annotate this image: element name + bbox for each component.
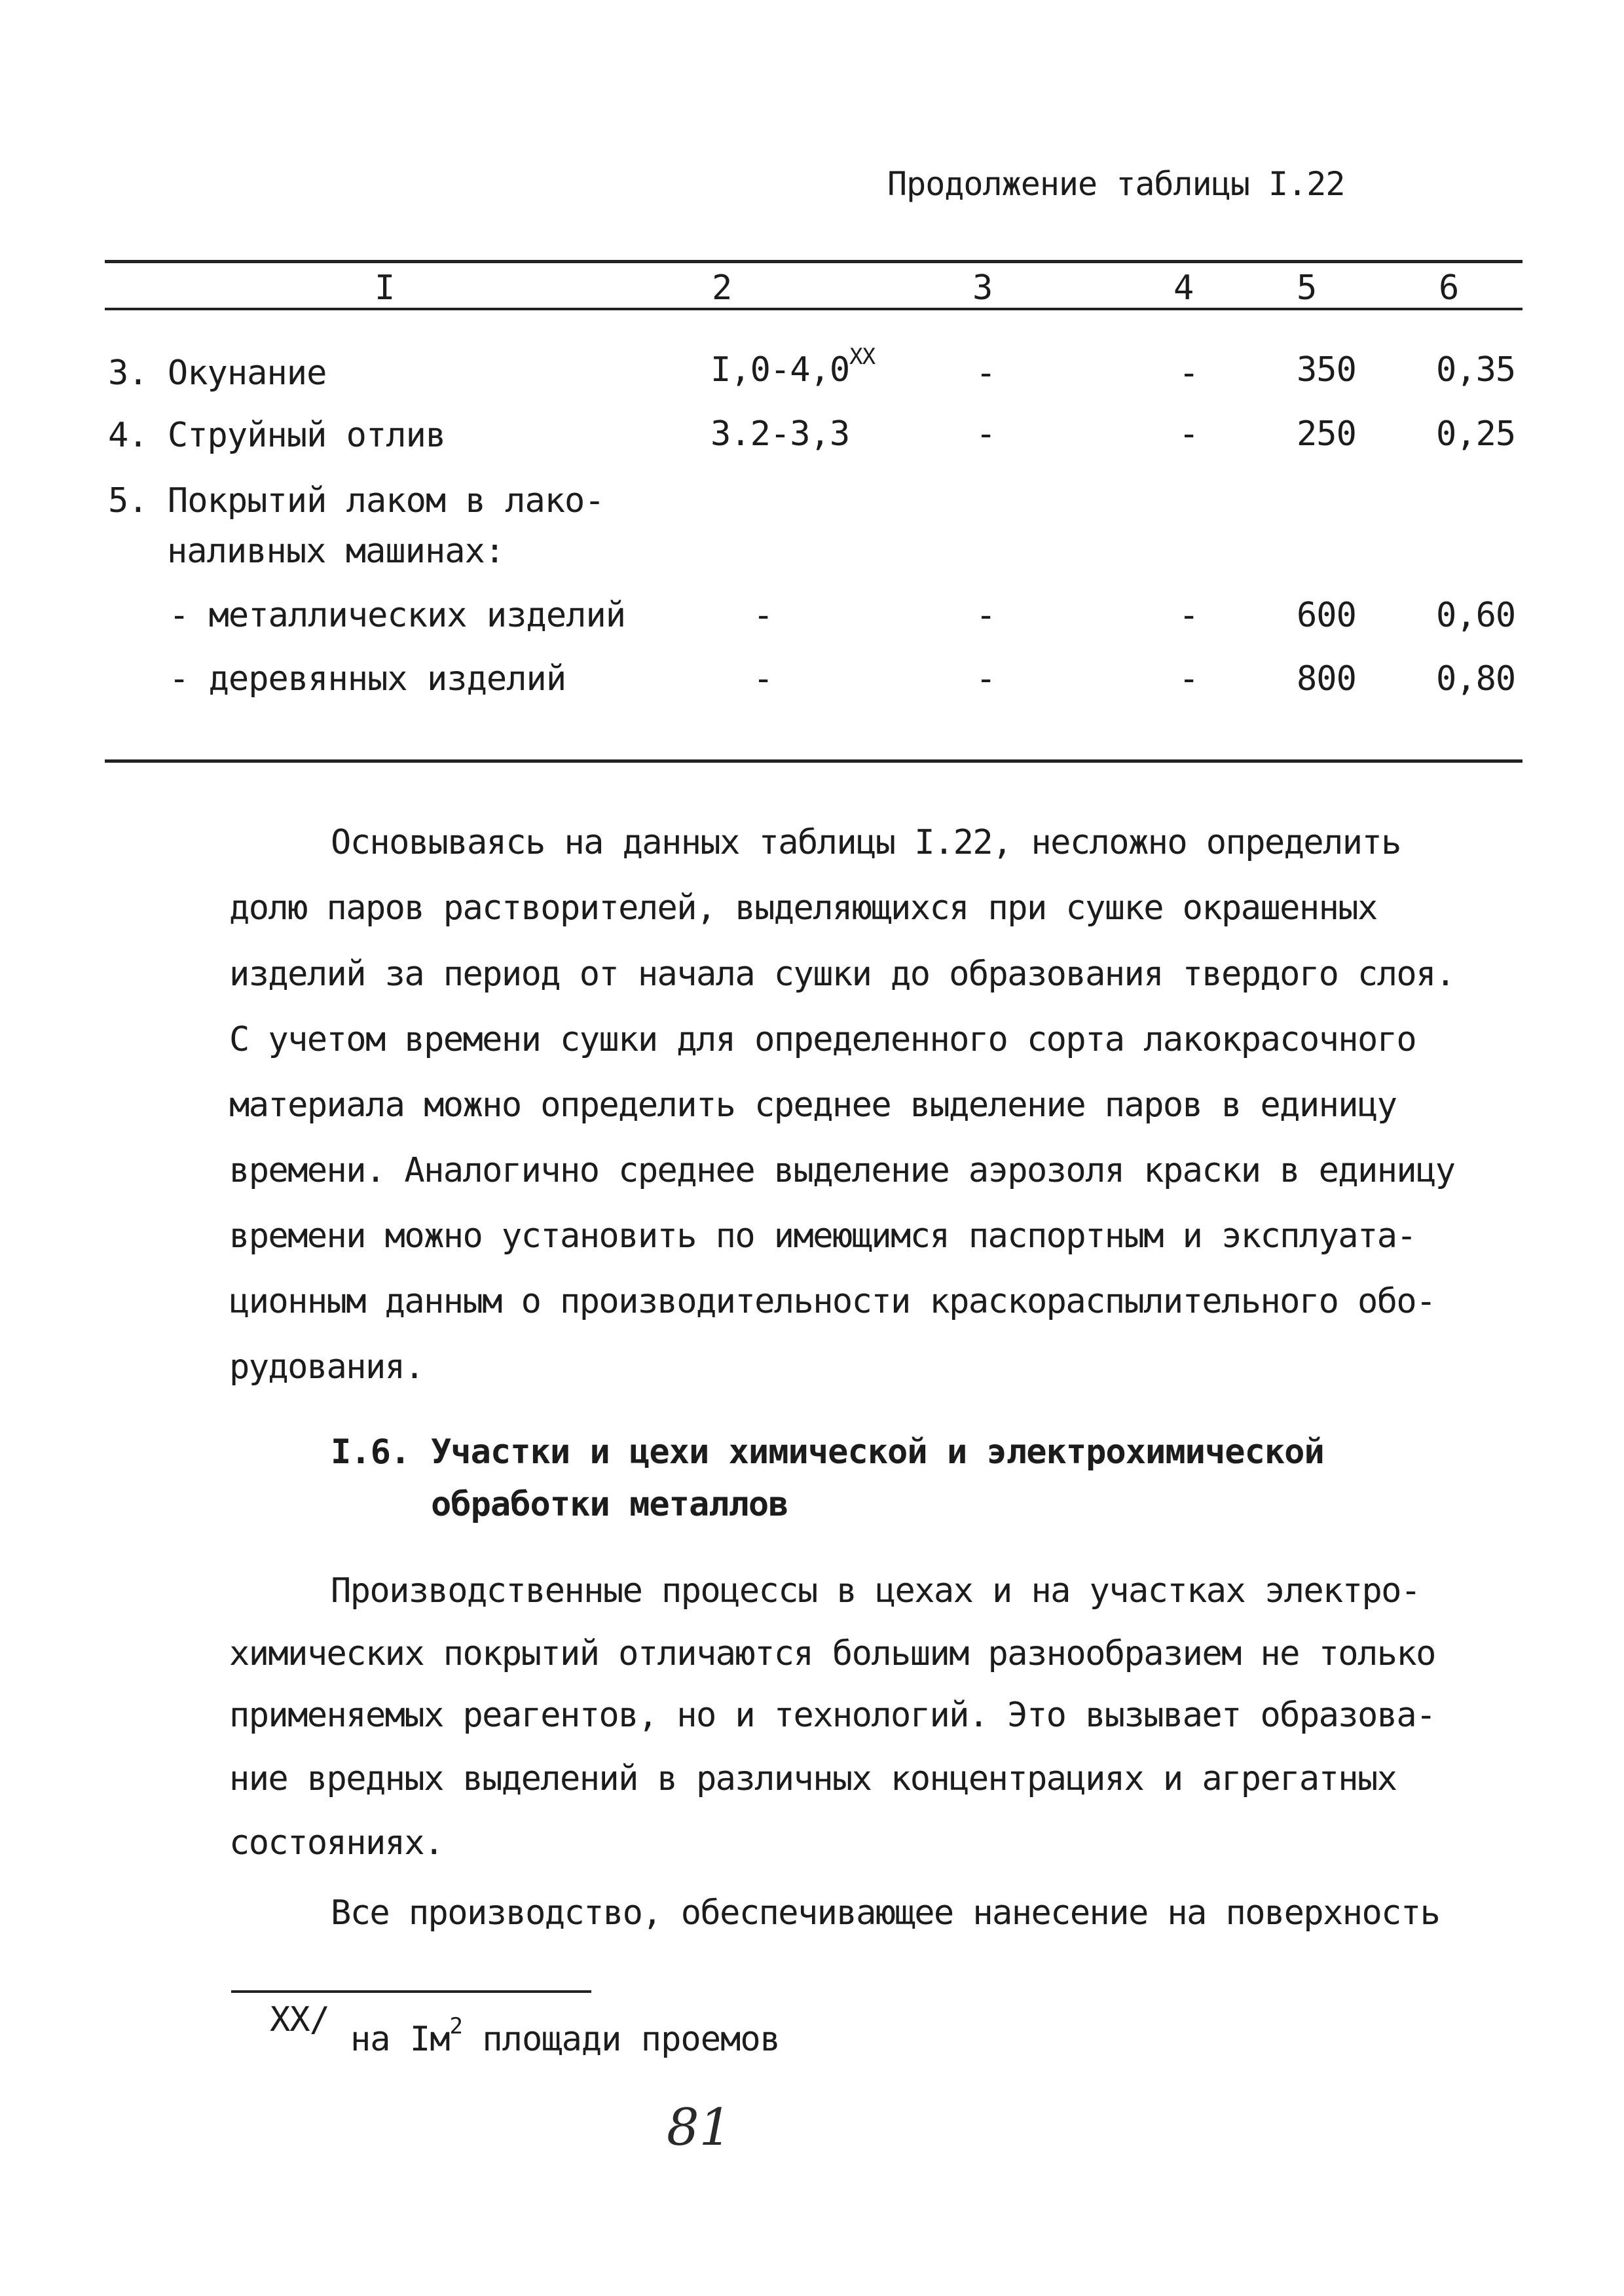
table-header-rule [105,308,1522,310]
column-header-4: 4 [1173,268,1194,308]
column-header-1: I [375,268,395,308]
row-cell-col5: 250 [1297,414,1356,454]
row-label: 3. Окунание [108,354,327,393]
row-label: - металлических изделий [169,596,626,635]
row-cell-col3: - [976,659,996,699]
table-continuation-caption: Продолжение таблицы I.22 [887,165,1345,203]
section-title: Участки и цехи химической и электрохимической [431,1432,1324,1472]
paragraph-line: состояниях. [229,1823,443,1863]
paragraph-line: времени. Аналогично среднее выделение аэрозоля краски в единицу [229,1151,1455,1190]
section-title-continuation: обработки металлов [431,1485,788,1524]
section-number: I.6. [331,1432,411,1472]
paragraph-line: ние вредных выделений в различных концентрациях и агрегатных [229,1759,1397,1798]
paragraph-line: Все производство, обеспечивающее нанесение на поверхность [331,1893,1440,1933]
paragraph-line: ционным данным о производительности краскораспылительного обо- [229,1282,1435,1321]
paragraph-line: материала можно определить среднее выделение паров в единицу [229,1085,1397,1125]
paragraph-line: применяемых реагентов, но и технологий. Это вызывает образова- [229,1696,1435,1735]
row-cell-col5: 600 [1297,596,1356,635]
row-cell-col6: 0,25 [1436,414,1516,454]
footnote-text: на $Iм^2$ площади проемов [350,2013,780,2059]
row-cell-col4: - [1179,596,1199,635]
page-number: 81 [667,2098,732,2157]
row-cell-col6: 0,35 [1436,350,1516,390]
row-cell-col4: - [1179,659,1199,699]
column-header-5: 5 [1297,268,1317,308]
table-top-rule [105,260,1522,263]
row-cell-col4: - [1179,354,1199,393]
paragraph-line: химических покрытий отличаются большим разнообразием не только [229,1634,1435,1673]
footnote-marker: XX/ [270,2000,329,2039]
column-header-6: 6 [1439,268,1459,308]
row-cell-col6: 0,60 [1436,596,1516,635]
row-cell-col4: - [1179,414,1199,454]
paragraph-line: Производственные процессы в цехах и на участках электро- [331,1571,1420,1611]
row-cell-col3: - [976,414,996,454]
row-cell-col2: $I,0-4,0^{XX}$ [710,344,876,390]
row-label: 4. Струйный отлив [108,416,446,455]
paragraph-line: времени можно установить по имеющимся паспортным и эксплуата- [229,1216,1416,1256]
row-cell-col3: - [976,354,996,393]
row-cell-col5: 800 [1297,659,1356,699]
paragraph-line: Основываясь на данных таблицы I.22, несложно определить [331,823,1401,862]
paragraph-line: изделий за период от начала сушки до образования твердого слоя. [229,955,1455,994]
row-label: 5. Покрытий лаком в лако- [108,481,604,520]
row-cell-col2: - [753,596,773,635]
table-bottom-rule [105,759,1522,763]
row-cell-col2: - [753,659,773,699]
paragraph-line: долю паров растворителей, выделяющихся при сушке окрашенных [229,888,1377,928]
row-label-continuation: наливных машинах: [167,532,505,571]
paragraph-line: С учетом времени сушки для определенного сорта лакокрасочного [229,1020,1416,1059]
row-cell-col5: 350 [1297,350,1356,390]
row-label: - деревянных изделий [169,659,566,699]
column-header-2: 2 [712,268,732,308]
column-header-3: 3 [972,268,993,308]
row-cell-col6: 0,80 [1436,659,1516,699]
paragraph-line: рудования. [229,1347,424,1387]
footnote-rule [231,1990,591,1993]
row-cell-col3: - [976,596,996,635]
row-cell-col2: 3.2-3,3 [710,414,850,454]
